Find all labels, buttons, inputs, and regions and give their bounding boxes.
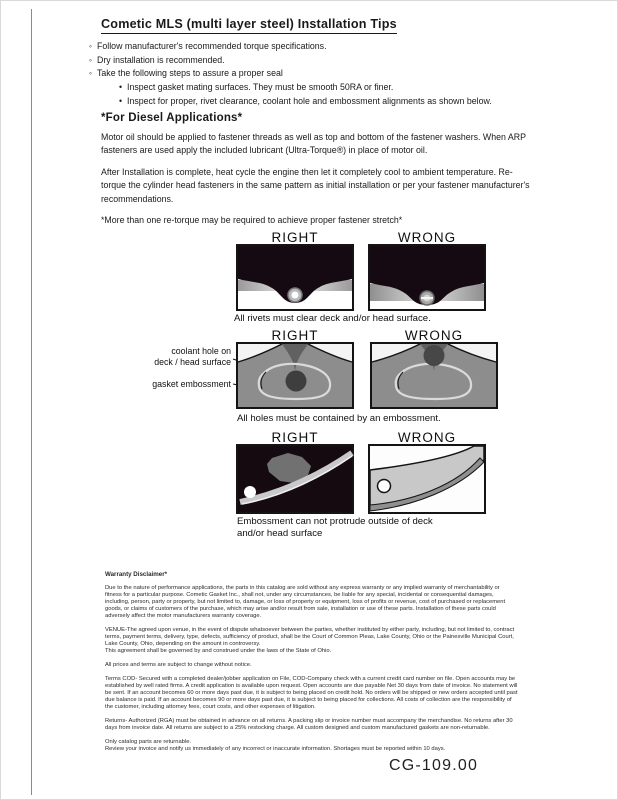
row3-wrong-label: WRONG (397, 430, 457, 445)
row3-caption-line1: Embossment can not protrude outside of deck (237, 516, 433, 527)
coolant-hole (424, 345, 445, 366)
diagram-rivet-wrong (368, 244, 486, 311)
diesel-paragraph-3: *More than one re-torque may be required to achieve proper fastener stretch* (101, 215, 403, 226)
tip-item (89, 54, 492, 68)
embossment-right-illustration (236, 444, 354, 514)
diesel-heading: *For Diesel Applications* (101, 112, 243, 124)
diesel-applications-section (101, 112, 531, 235)
warranty-paragraph: Due to the nature of performance applications, the parts in this catalog are sold without any express warranty or any implied warranty of merchantability or fitness for a particular purpose. Cometic Gasket Inc., shall not, under any circumstances, be liable for any special, incidental or consequential damages, including, person, party or property, but not limited to, damage, or loss of property or equipment, loss of profits or revenue, cost of purchased or replacement goods, or claims of customers of the purchase, which may arise and/or result from sale, installation or use of these parts. Installation of these parts could adversely affect the motor manufacturers warranty coverage. (105, 585, 506, 619)
rivet-right-illustration (236, 244, 354, 311)
warranty-paragraph: VENUE-The agreed upon venue, in the event of dispute whatsoever between the parties, whether instituted by either party, including, but not limited to, contract terms, payment terms, delivery, type, defects, sufficiency of product, shall be the Court of Common Pleas, Lake County, Ohio or the Painesville Municipal Court, Lake County, Ohio, depending on the amount in controversy. (105, 627, 515, 647)
tip-subitem (119, 81, 492, 95)
installation-tips-list (89, 40, 492, 109)
open-bullet-icon: ◦ (89, 68, 93, 79)
row1-right-label: RIGHT (271, 230, 319, 245)
row3-caption-line2: and/or head surface (237, 527, 323, 539)
tip-subitem (119, 95, 492, 109)
holes-right-illustration (236, 342, 354, 409)
coolant-hole (286, 371, 307, 392)
warranty-paragraph: Only catalog parts are returnable. (105, 739, 192, 745)
diagram-embossment-right (236, 444, 354, 514)
tip-item (89, 40, 492, 54)
tip-text: Dry installation is recommended. (97, 54, 225, 65)
open-bullet-icon: ◦ (89, 54, 93, 65)
tip-text: Take the following steps to assure a proper seal (97, 68, 283, 79)
bolt-hole (378, 480, 391, 493)
holes-wrong-illustration (370, 342, 498, 409)
tip-item (89, 67, 492, 81)
warranty-paragraph: Terms COD- Secured with a completed dealer/jobber application on File, COD-Company check with a current credit card number on file. Open accounts may be established by well rated firms. A credit application is available upon request. Open accounts are due payable Net 30 days from date of invoice. No statement will be sent. If an account becomes 60 or more days past due, it is subject to being placed on credit hold. No orders will be shipped or new orders accepted until past due balance is paid. If an account becomes 90 or more days past due, it is subject to being placed for collections. All costs of collection are the responsibility of the customer, including attorney fees, court costs, and other expenses of litigation. (105, 676, 518, 710)
tip-text: Follow manufacturer's recommended torque specifications. (97, 41, 327, 51)
dot-bullet-icon: • (119, 95, 123, 106)
page-title: Cometic MLS (multi layer steel) Installation Tips (101, 17, 397, 34)
tip-text: Inspect gasket mating surfaces. They must be smooth 50RA or finer. (127, 82, 394, 93)
row1-wrong-label: WRONG (397, 230, 457, 245)
row1-caption: All rivets must clear deck and/or head surface. (234, 313, 431, 324)
warranty-paragraph: All prices and terms are subject to change without notice. (105, 662, 252, 668)
rivet-wrong-illustration (368, 244, 486, 311)
row2-caption: All holes must be contained by an embossment. (237, 413, 441, 424)
warranty-heading: Warranty Disclaimer* (105, 571, 168, 578)
coolant-hole-label-line1: coolant hole on (171, 346, 231, 356)
row2-wrong-label: WRONG (404, 328, 464, 343)
coolant-hole-label (119, 346, 231, 368)
gasket-embossment-label: gasket embossment (152, 379, 231, 389)
deck-line-through-rivet (421, 297, 433, 299)
diagram-rivet-right (236, 244, 354, 311)
diesel-paragraph-2: After Installation is complete, heat cycle the engine then let it completely cool to ambient temperature. Re-torque the cylinder head fasteners in the same pattern as initial installation or per your fastener manufacturer's recommendations. (101, 166, 530, 204)
bolt-hole (244, 486, 256, 498)
diagram-embossment-wrong (368, 444, 486, 514)
diesel-paragraph-1: Motor oil should be applied to fastener threads as well as top and bottom of the fastener washers. When ARP fasteners are used apply the included lubricant (Ultra-Torque®) in place of motor oil. (101, 132, 526, 156)
tip-text: Inspect for proper, rivet clearance, coolant hole and embossment alignments as shown below. (127, 95, 492, 106)
page-code: CG-109.00 (389, 757, 479, 774)
warranty-paragraph: This agreement shall be governed by and construed under the laws of the State of Ohio. (105, 648, 332, 654)
diagram-holes-right (236, 342, 354, 409)
diagram-holes-wrong (370, 342, 498, 409)
embossment-wrong-illustration (368, 444, 486, 514)
page-edge-line (31, 9, 32, 795)
open-bullet-icon: ◦ (89, 41, 93, 51)
row3-caption (237, 516, 433, 539)
warranty-paragraph: Review your invoice and notify us immediately of any incorrect or inaccurate information. Shortages must be reported within 10 days. (105, 746, 446, 752)
coolant-hole-label-line2: deck / head surface (154, 356, 231, 367)
row3-right-label: RIGHT (271, 430, 319, 445)
row2-right-label: RIGHT (271, 328, 319, 343)
dot-bullet-icon: • (119, 82, 123, 93)
warranty-paragraph: Returns- Authorized (RGA) must be obtained in advance on all returns. A packing slip or invoice number must accompany the merchandise. No returns after 30 days from invoice date. All returns are subject to a 25% restocking charge. All custom designed and custom manufactured gaskets are non-returnable. (105, 718, 513, 731)
warranty-disclaimer-section (105, 571, 518, 760)
